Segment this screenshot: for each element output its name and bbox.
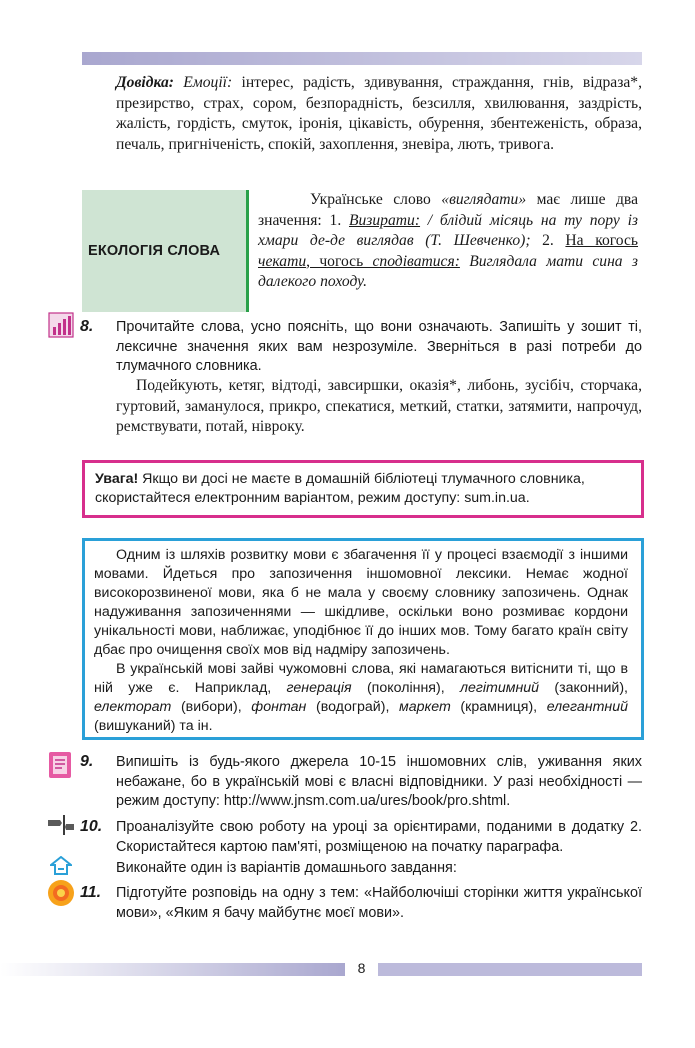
page-number: 8 (357, 960, 366, 976)
task-8-number: 8. (80, 318, 94, 335)
emotions-list: інтерес, радість, здивування, страждання, гнів, відраза*, презирство, страх, сором, безпорадність, безсилля, хвилювання, заздрість, жалість, гордість, смуток, іронія, цікавість, обурення, збентеженість, образа, печаль, пригніченість, спокій, захоплення, зневіра, лють, тривога. (116, 74, 643, 153)
task-10-number: 10. (80, 818, 103, 835)
task-8-words: Подейкують, кетяг, відтоді, завсиршки, оказія*, либонь, зусібіч, сторчака, гуртовий, заманулося, прикро, спекатися, меткий, статки, затямити, напрочуд, ремствувати, потай, нівроку. (116, 377, 642, 436)
reference-paragraph (116, 73, 642, 155)
footer-bar-left (0, 963, 345, 976)
attention-label: Увага! (95, 471, 139, 487)
top-decorative-bar (82, 52, 642, 65)
document-icon (48, 750, 74, 776)
footer-bar-right (378, 963, 642, 976)
sun-icon (46, 878, 72, 904)
info-text (94, 546, 628, 736)
emotions-label: Емоції: (183, 74, 233, 91)
homework-text: Виконайте один із варіантів домашнього завдання: (116, 860, 457, 876)
reference-label: Довідка: (116, 74, 174, 91)
ecology-green-divider (246, 190, 249, 312)
task-9-text: Випишіть із будь-якого джерела 10-15 іншомовних слів, уживання яких небажане, бо в українській мові є власні відповідники. У разі необхідності — режим доступу: http://www.jnsm.com.ua/ures/book/pro.shtml. (116, 754, 642, 810)
task-11-number: 11. (80, 884, 102, 901)
task-10-text: Проаналізуйте свою роботу на уроці за орієнтирами, поданими в додатку 2. Скористайтеся картою пам'яті, розміщеною на початку параграфа. (116, 819, 642, 855)
task-8-text: Прочитайте слова, усно поясніть, що вони означають. Запишіть у зошит ті, лексичне значення яких вам незрозуміле. Зверніться в разі потреби до тлумачного словника. (116, 319, 642, 375)
ecology-text: Українське слово «виглядати» має лише два значення: 1. Визирати: / блідий місяць на ту пору із хмари де-де виглядав (Т. Шевченко); 2. На когось чекати, чогось сподіватися: Виглядала мати сина з далекого походу. (258, 191, 639, 291)
attention-text: Увага! Якщо ви досі не маєте в домашній бібліотеці тлумачного словника, скористайтеся електронним варіантом, режим доступу: sum.in.ua. (95, 471, 585, 506)
ecology-title: ЕКОЛОГІЯ СЛОВА (88, 243, 221, 259)
task-11-text: Підготуйте розповідь на одну з тем: «Найболючіші сторінки життя української мови», «Яким я бачу майбутнє моєї мови». (116, 885, 642, 921)
bar-chart-icon (48, 312, 74, 338)
info-paragraph-2: В українській мові зайві чужомовні слова, які намагаються витіснити ті, що в ній уже є. Наприклад, генерація (покоління), легітимний (законний), електорат (вибори), фонтан (водограй), маркет (крамниця), елегантний (вишуканий) та ін. (94, 661, 629, 734)
signpost-icon (46, 814, 72, 840)
task-9-number: 9. (80, 753, 94, 770)
info-paragraph-1: Одним із шляхів розвитку мови є збагачення її у процесі взаємодії з іншими мовами. Йдеться про запозичення іншомовної лексики. Немає жодної високорозвиненої мови, яка б не мала у своєму словнику запозичень. Однак надуживання запозиченнями — шкідливе, оскільки воно розмиває кордони унікальності мови, наближає, уподібнює її до інших мов. Тому багато країн світу дбає про очищення своїх мов від надміру запозичень. (94, 547, 628, 658)
